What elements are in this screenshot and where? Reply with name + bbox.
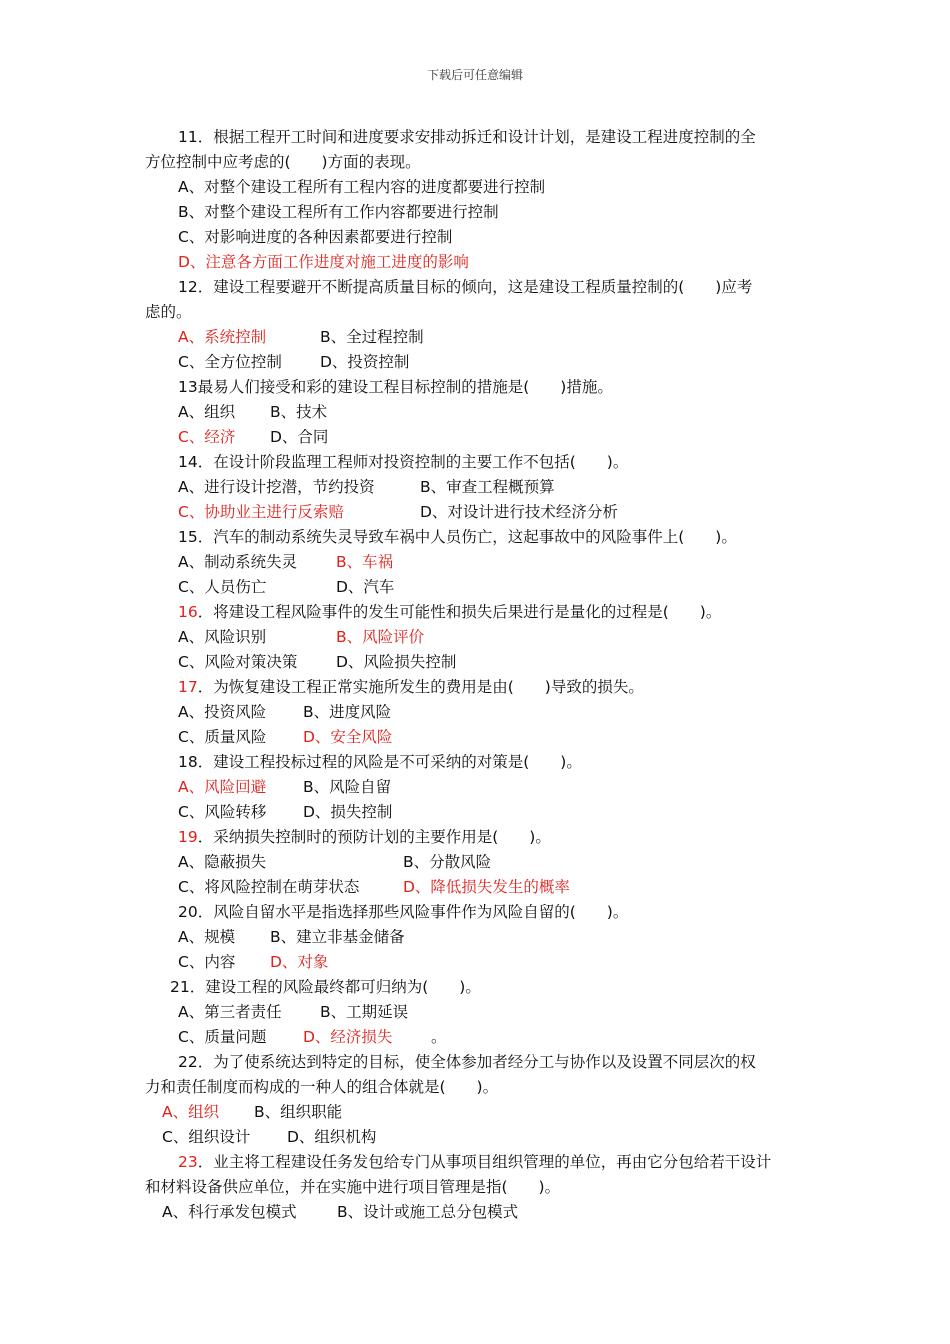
- answer-text: 23: [178, 1153, 198, 1171]
- line-text: 22．为了使系统达到特定的目标，使全体参加者经分工与协作以及设置不同层次的权: [178, 1053, 756, 1071]
- line-text: A、科行承发包模式: [162, 1203, 297, 1221]
- line-text: D、汽车: [336, 578, 395, 596]
- line-text: B、风险自留: [303, 778, 392, 796]
- line-text: D、组织机构: [287, 1128, 377, 1146]
- text-line: [178, 1001, 408, 1023]
- text-line: [178, 676, 644, 698]
- text-line: [178, 851, 491, 873]
- answer-text: D、安全风险: [303, 728, 393, 746]
- text-line: [178, 526, 737, 548]
- text-line: [178, 376, 613, 398]
- answer-text: D、经济损失: [303, 1028, 393, 1046]
- text-line: [162, 1201, 518, 1223]
- text-line: [178, 226, 452, 248]
- answer-text: D、降低损失发生的概率: [403, 878, 570, 896]
- line-text: A、进行设计挖潜，节约投资: [178, 478, 375, 496]
- text-line: [178, 701, 391, 723]
- text-line: [178, 401, 327, 423]
- line-text: A、风险识别: [178, 628, 267, 646]
- text-line: [178, 476, 555, 498]
- text-line: [178, 876, 570, 898]
- line-text: 方位控制中应考虑的( )方面的表现。: [145, 153, 421, 171]
- text-line: [170, 976, 481, 998]
- answer-text: C、经济: [178, 428, 236, 446]
- line-text: D、损失控制: [303, 803, 393, 821]
- line-text: C、人员伤亡: [178, 578, 267, 596]
- text-line: [145, 1176, 560, 1198]
- line-text: ．将建设工程风险事件的发生可能性和损失后果进行是量化的过程是( )。: [197, 603, 722, 621]
- text-line: [178, 1051, 756, 1073]
- line-text: C、对影响进度的各种因素都要进行控制: [178, 228, 453, 246]
- line-text: A、对整个建设工程所有工程内容的进度都要进行控制: [178, 178, 546, 196]
- line-text: 18．建设工程投标过程的风险是不可采纳的对策是( )。: [178, 753, 582, 771]
- line-text: C、风险对策决策: [178, 653, 298, 671]
- line-text: A、组织: [178, 403, 236, 421]
- text-line: [145, 151, 421, 173]
- answer-text: 19: [178, 828, 198, 846]
- line-text: ．采纳损失控制时的预防计划的主要作用是( )。: [197, 828, 551, 846]
- text-line: [178, 651, 456, 673]
- line-text: D、风险损失控制: [336, 653, 457, 671]
- line-text: C、全方位控制: [178, 353, 282, 371]
- text-line: [178, 576, 394, 598]
- text-line: [178, 751, 582, 773]
- line-text: A、制动系统失灵: [178, 553, 298, 571]
- line-text: C、组织设计: [162, 1128, 251, 1146]
- answer-text: D、注意各方面工作进度对施工进度的影响: [178, 253, 469, 271]
- line-text: D、对设计进行技术经济分析: [420, 503, 618, 521]
- text-line: [162, 1126, 376, 1148]
- text-line: [178, 1151, 771, 1173]
- line-text: 12．建设工程要避开不断提高质量目标的倾向，这是建设工程质量控制的( )应考: [178, 278, 753, 296]
- line-text: B、全过程控制: [320, 328, 424, 346]
- line-text: C、质量问题: [178, 1028, 267, 1046]
- text-line: [178, 451, 628, 473]
- text-line: [178, 1026, 447, 1048]
- text-line: [178, 926, 405, 948]
- line-text: 虑的。: [145, 303, 192, 321]
- line-text: B、设计或施工总分包模式: [337, 1203, 519, 1221]
- answer-text: A、风险回避: [178, 778, 267, 796]
- line-text: D、投资控制: [320, 353, 410, 371]
- text-line: [178, 826, 551, 848]
- text-line: [178, 776, 391, 798]
- text-line: [162, 1101, 342, 1123]
- line-text: B、技术: [270, 403, 328, 421]
- answer-text: 17: [178, 678, 198, 696]
- line-text: D、合同: [270, 428, 329, 446]
- line-text: B、审查工程概预算: [420, 478, 555, 496]
- line-text: A、规模: [178, 928, 236, 946]
- line-text: B、进度风险: [303, 703, 392, 721]
- text-line: [178, 176, 545, 198]
- answer-text: D、对象: [270, 953, 329, 971]
- text-line: [178, 201, 499, 223]
- line-text: A、投资风险: [178, 703, 267, 721]
- text-line: [178, 551, 393, 573]
- line-text: C、质量风险: [178, 728, 267, 746]
- line-text: 13最易人们接受和彩的建设工程目标控制的措施是( )措施。: [178, 378, 613, 396]
- text-line: [178, 251, 469, 273]
- answer-text: C、协助业主进行反索赔: [178, 503, 344, 521]
- line-text: B、对整个建设工程所有工作内容都要进行控制: [178, 203, 499, 221]
- line-text: 21．建设工程的风险最终都可归纳为( )。: [170, 978, 481, 996]
- text-line: [145, 301, 192, 323]
- line-text: A、隐蔽损失: [178, 853, 267, 871]
- line-text: 和材料设备供应单位，并在实施中进行项目管理是指( )。: [145, 1178, 561, 1196]
- text-line: [178, 601, 721, 623]
- text-line: [178, 801, 392, 823]
- answer-text: A、组织: [162, 1103, 220, 1121]
- line-text: 力和责任制度而构成的一种人的组合体就是( )。: [145, 1078, 499, 1096]
- line-text: 。: [431, 1028, 447, 1046]
- line-text: 14．在设计阶段监理工程师对投资控制的主要工作不包括( )。: [178, 453, 629, 471]
- text-line: [178, 626, 424, 648]
- answer-text: B、风险评价: [336, 628, 425, 646]
- line-text: ．为恢复建设工程正常实施所发生的费用是由( )导致的损失。: [197, 678, 644, 696]
- line-text: B、组织职能: [254, 1103, 343, 1121]
- text-line: [178, 501, 618, 523]
- line-text: B、分散风险: [403, 853, 492, 871]
- text-line: [178, 426, 328, 448]
- text-line: [178, 326, 424, 348]
- answer-text: B、车祸: [336, 553, 394, 571]
- text-line: [178, 901, 628, 923]
- line-text: C、将风险控制在萌芽状态: [178, 878, 360, 896]
- line-text: 11．根据工程开工时间和进度要求安排动拆迁和设计计划，是建设工程进度控制的全: [178, 128, 756, 146]
- line-text: B、工期延误: [320, 1003, 409, 1021]
- answer-text: 16: [178, 603, 198, 621]
- text-line: [178, 276, 752, 298]
- text-line: [178, 126, 756, 148]
- text-line: [145, 1076, 498, 1098]
- text-line: [178, 951, 328, 973]
- line-text: ．业主将工程建设任务发包给专门从事项目组织管理的单位，再由它分包给若干设计: [197, 1153, 772, 1171]
- text-line: [178, 351, 409, 373]
- line-text: C、风险转移: [178, 803, 267, 821]
- answer-text: A、系统控制: [178, 328, 267, 346]
- line-text: A、第三者责任: [178, 1003, 282, 1021]
- line-text: 20．风险自留水平是指选择那些风险事件作为风险自留的( )。: [178, 903, 629, 921]
- page-header: 下载后可任意编辑: [426, 68, 523, 82]
- line-text: C、内容: [178, 953, 236, 971]
- line-text: 15．汽车的制动系统失灵导致车祸中人员伤亡，这起事故中的风险事件上( )。: [178, 528, 737, 546]
- text-line: [178, 726, 392, 748]
- line-text: B、建立非基金储备: [270, 928, 405, 946]
